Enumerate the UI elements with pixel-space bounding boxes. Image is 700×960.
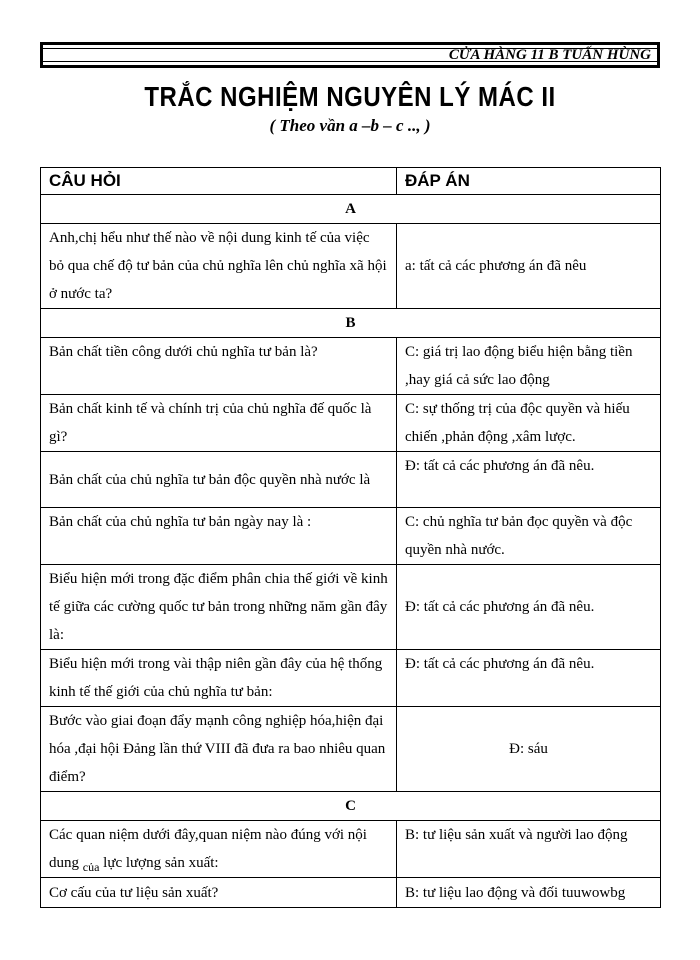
section-letter: A (41, 195, 661, 224)
answer-cell: C: giá trị lao động biểu hiện bằng tiền ,hay giá cả sức lao động (397, 338, 661, 395)
question-cell: Bản chất của chủ nghĩa tư bản độc quyền nhà nước là (41, 452, 397, 508)
answer-cell: Đ: sáu (397, 707, 661, 792)
table-row (41, 338, 661, 395)
section-row-a (41, 195, 661, 224)
question-cell (41, 821, 397, 878)
table-header-row (41, 168, 661, 195)
table-row (41, 650, 661, 707)
question-cell: Bản chất tiền công dưới chủ nghĩa tư bản là? (41, 338, 397, 395)
answer-cell: B: tư liệu sản xuất và người lao động (397, 821, 661, 878)
question-text-tail: lực lượng sản xuất: (99, 855, 219, 871)
answer-cell: a: tất cả các phương án đã nêu (397, 224, 661, 309)
section-letter: C (41, 792, 661, 821)
answer-cell: B: tư liệu lao động và đối tuuwowbg (397, 878, 661, 908)
table-row (41, 508, 661, 565)
question-cell: Bước vào giai đoạn đẩy mạnh công nghiệp hóa,hiện đại hóa ,đại hội Đảng lần thứ VIII đã đưa ra bao nhiêu quan điểm? (41, 707, 397, 792)
question-cell: Biểu hiện mới trong đặc điểm phân chia thế giới về kinh tế giữa các cường quốc tư bản trong những năm gần đây là: (41, 565, 397, 650)
quiz-table (40, 167, 661, 908)
question-cell: Anh,chị hểu như thế nào về nội dung kinh tế của việc bỏ qua chế độ tư bản của chủ nghĩa lên chủ nghĩa xã hội ở nước ta? (41, 224, 397, 309)
table-row (41, 224, 661, 309)
question-cell: Bản chất kinh tế và chính trị của chủ nghĩa đế quốc là gì? (41, 395, 397, 452)
table-row (41, 565, 661, 650)
page-title: TRẮC NGHIỆM NGUYÊN LÝ MÁC II (144, 81, 556, 113)
question-cell: Biểu hiện mới trong vài thập niên gần đây của hệ thống kinh tế thế giới của chủ nghĩa tư bản: (41, 650, 397, 707)
section-row-b (41, 309, 661, 338)
table-row (41, 395, 661, 452)
answer-cell: Đ: tất cả các phương án đã nêu. (397, 565, 661, 650)
answer-cell: C: sự thống trị của độc quyền và hiếu chiến ,phản động ,xâm lược. (397, 395, 661, 452)
answer-cell: C: chủ nghĩa tư bản đọc quyền và độc quyền nhà nước. (397, 508, 661, 565)
table-row (41, 452, 661, 508)
question-cell: Cơ cấu của tư liệu sản xuất? (41, 878, 397, 908)
column-header-question: CÂU HỎI (41, 168, 397, 195)
question-text: Các quan niệm dưới đây,quan niệm nào đúng với nội dung (49, 827, 367, 871)
section-letter: B (41, 309, 661, 338)
answer-cell: Đ: tất cả các phương án đã nêu. (397, 452, 661, 508)
shop-name: CỬA HÀNG 11 B TUẤN HÙNG (448, 47, 651, 63)
answer-cell: Đ: tất cả các phương án đã nêu. (397, 650, 661, 707)
table-row (41, 821, 661, 878)
question-cell: Bản chất của chủ nghĩa tư bản ngày nay là : (41, 508, 397, 565)
section-row-c (41, 792, 661, 821)
table-row (41, 878, 661, 908)
column-header-answer: ĐÁP ÁN (397, 168, 661, 195)
question-subscript-text: của (82, 860, 100, 874)
table-row (41, 707, 661, 792)
page-subtitle: ( Theo vần a –b – c .., ) (269, 116, 431, 135)
header-banner (40, 42, 660, 68)
